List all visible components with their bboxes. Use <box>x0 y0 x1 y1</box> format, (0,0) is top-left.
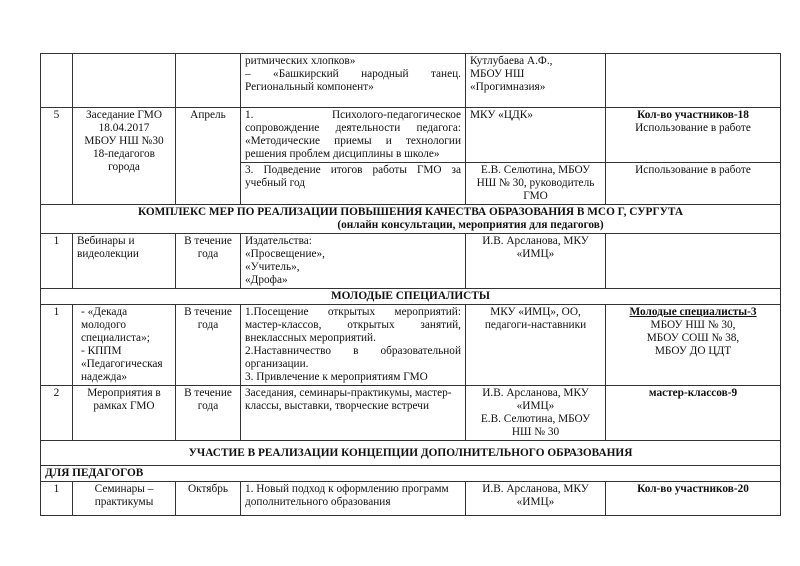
text-line: Кутлубаева А.Ф., <box>470 55 553 67</box>
section-header <box>41 289 781 305</box>
cell-event <box>73 305 176 386</box>
cell-date <box>176 54 241 108</box>
text-line: 2.Наставничество в образовательной организации. <box>245 345 461 370</box>
text-line: Е.В. Селютина, МБОУ НШ № 30 <box>480 413 591 438</box>
text-line: Использование в работе <box>635 122 751 134</box>
plan-table <box>40 53 781 516</box>
table-row <box>41 305 781 386</box>
result-count: Молодые специалисты-3 <box>629 306 757 318</box>
cell-content <box>241 305 466 386</box>
cell-result <box>606 234 781 289</box>
text-line: МБОУ НШ № 30, <box>650 319 736 331</box>
text-line: КОМПЛЕКС МЕР ПО РЕАЛИЗАЦИИ ПОВЫШЕНИЯ КАЧЕСТВА ОБРАЗОВАНИЯ В МСО Г, СУРГУТА <box>137 206 684 218</box>
cell-result: Кол-во участников-20 <box>606 482 781 516</box>
text-line: – «Башкирский народный танец. Региональный компонент» <box>245 68 461 93</box>
section-header <box>41 441 781 466</box>
cell-content: 3. Подведение итогов работы ГМО за учебный год <box>241 163 466 205</box>
cell-responsible: И.В. Арсланова, МКУ «ИМЦ» <box>466 234 606 289</box>
table-row <box>41 234 781 289</box>
cell-date: В течение года <box>176 305 241 386</box>
section-header <box>41 205 781 234</box>
text-line: - КППМ «Педагогическая надежда» <box>81 345 163 383</box>
cell-content <box>241 54 466 108</box>
cell-event <box>73 108 176 205</box>
table-row <box>41 386 781 441</box>
text-line: МБОУ СОШ № 38, <box>646 332 740 344</box>
text-line: МБОУ ДО ЦДТ <box>654 345 732 357</box>
text-line: «Просвещение», <box>245 248 325 260</box>
text-line: 3. Привлечение к мероприятиям ГМО <box>245 371 428 383</box>
table-row <box>41 54 781 108</box>
cell-event: Семинары – практикумы <box>73 482 176 516</box>
cell-content: 1. Психолого-педагогическое сопровождение деятельности педагога: «Методические приемы и технологии решения проблем дисциплины в школе» <box>241 108 466 163</box>
cell-responsible <box>466 54 606 108</box>
cell-responsible: МКУ «ИМЦ», ОО, педагоги-наставники <box>466 305 606 386</box>
text-line: МБОУ НШ №30 <box>84 135 164 147</box>
text-line: МБОУ НШ <box>470 68 525 80</box>
cell-result <box>606 305 781 386</box>
text-line: 1.Посещение открытых мероприятий: мастер-классов, открытых занятий, внеклассных мероприятий. <box>245 306 461 344</box>
table-row <box>41 482 781 516</box>
section-title: МОЛОДЫЕ СПЕЦИАЛИСТЫ <box>41 289 781 305</box>
cell-event <box>73 54 176 108</box>
text-line: «Прогимназия» <box>470 81 546 93</box>
cell-num: 2 <box>41 386 73 441</box>
cell-result <box>606 108 781 163</box>
cell-content <box>241 234 466 289</box>
cell-num <box>41 54 73 108</box>
cell-num: 1 <box>41 305 73 386</box>
cell-num: 1 <box>41 482 73 516</box>
text-line: ритмических хлопков» <box>245 55 356 67</box>
cell-result: Использование в работе <box>606 163 781 205</box>
text-line: 18-педагогов <box>92 148 156 160</box>
cell-result: мастер-классов-9 <box>606 386 781 441</box>
text-line: 18.04.2017 <box>98 122 150 134</box>
cell-date: В течение года <box>176 386 241 441</box>
section-subtitle: ДЛЯ ПЕДАГОГОВ <box>41 466 781 482</box>
text-line: Заседание ГМО <box>86 109 162 121</box>
cell-date: Октябрь <box>176 482 241 516</box>
cell-num: 1 <box>41 234 73 289</box>
cell-content: Заседания, семинары-практикумы, мастер-классы, выставки, творческие встречи <box>241 386 466 441</box>
section-title: УЧАСТИЕ В РЕАЛИЗАЦИИ КОНЦЕПЦИИ ДОПОЛНИТЕЛЬНОГО ОБРАЗОВАНИЯ <box>41 441 781 466</box>
text-line: (онлайн консультации, мероприятия для педагогов) <box>337 219 604 231</box>
cell-event: Мероприятия в рамках ГМО <box>73 386 176 441</box>
cell-content: 1. Новый подход к оформлению программ дополнительного образования <box>241 482 466 516</box>
result-count: Кол-во участников-18 <box>637 109 749 121</box>
text-line: города <box>108 161 140 173</box>
text-line: И.В. Арсланова, МКУ «ИМЦ» <box>482 387 589 412</box>
text-line: «Дрофа» <box>245 274 288 286</box>
cell-responsible: И.В. Арсланова, МКУ «ИМЦ» <box>466 482 606 516</box>
cell-num: 5 <box>41 108 73 205</box>
table-row <box>41 108 781 163</box>
cell-event: Вебинары и видеолекции <box>73 234 176 289</box>
cell-responsible: Е.В. Селютина, МБОУ НШ № 30, руководитель ГМО <box>466 163 606 205</box>
section-header <box>41 466 781 482</box>
section-title <box>41 205 781 234</box>
cell-responsible <box>466 386 606 441</box>
cell-result <box>606 54 781 108</box>
cell-date: Апрель <box>176 108 241 205</box>
text-line: - «Декада молодого специалиста»; <box>81 306 150 344</box>
cell-date: В течение года <box>176 234 241 289</box>
text-line: «Учитель», <box>245 261 300 273</box>
text-line: Издательства: <box>245 235 312 247</box>
cell-responsible: МКУ «ЦДК» <box>466 108 606 163</box>
